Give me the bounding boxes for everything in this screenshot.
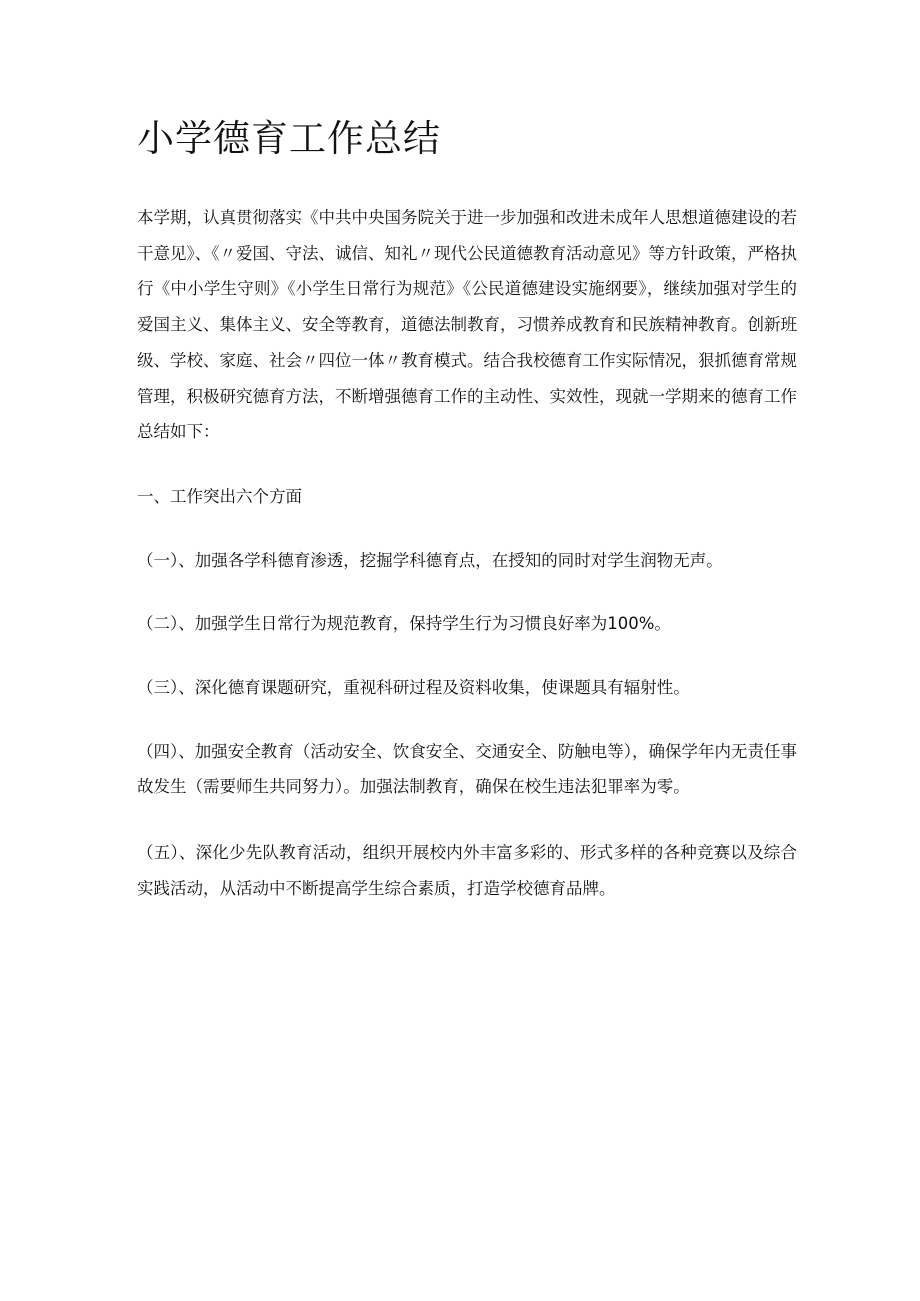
list-item: （二）、加强学生日常行为规范教育，保持学生行为习惯良好率为100%。 [137,614,671,634]
list-item: （三）、深化德育课题研究，重视科研过程及资料收集，使课题具有辐射性。 [137,678,690,698]
list-item: （五）、深化少先队教育活动，组织开展校内外丰富多彩的、形式多样的各种竞赛以及综合实践活动，从活动中不断提高学生综合素质，打造学校德育品牌。 [137,843,797,898]
intro-paragraph: 本学期，认真贯彻落实《中共中央国务院关于进一步加强和改进未成年人思想道德建设的若干意见》、《〃爱国、守法、诚信、知礼〃现代公民道德教育活动意见》等方针政策，严格执行《中小学生守则》《小学生日常行为规范》《公民道德建设实施纲要》，继续加强对学生的爱国主义、集体主义、安全等教育，道德法制教育，习惯养成教育和民族精神教育。创新班级、学校、家庭、社会〃四位一体〃教育模式。结合我校德育工作实际情况，狠抓德育常规管理，积极研究德育方法，不断增强德育工作的主动性、实效性，现就一学期来的德育工作总结如下： [137,208,797,442]
document-body [137,200,797,935]
list-item: （四）、加强安全教育（活动安全、饮食安全、交通安全、防触电等），确保学年内无责任事故发生（需要师生共同努力）。加强法制教育，确保在校生违法犯罪率为零。 [137,741,797,797]
list-item: （一）、加强各学科德育渗透，挖掘学科德育点，在授知的同时对学生润物无声。 [137,550,723,570]
document-title: 小学德育工作总结 [137,117,441,160]
section-heading: 一、工作突出六个方面 [137,486,302,506]
